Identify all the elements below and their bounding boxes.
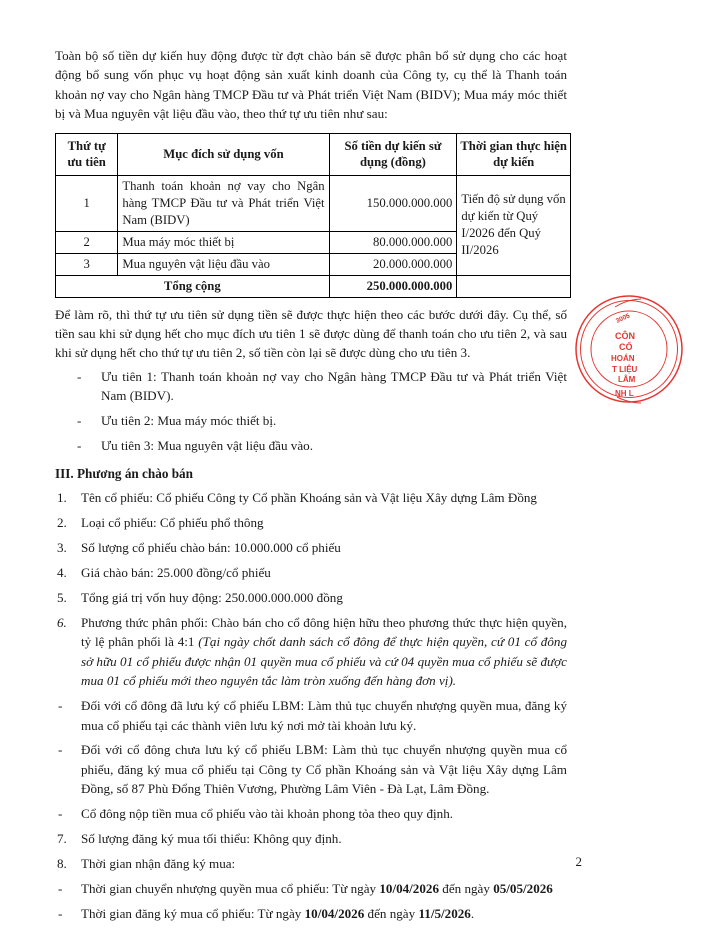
period-middle: đến ngày: [364, 905, 419, 921]
table-total-row: [56, 275, 571, 297]
table-row: [56, 175, 571, 231]
cell-purpose: Mua nguyên vật liệu đầu vào: [118, 253, 329, 275]
dash-marker: -: [58, 698, 63, 714]
dash-marker: -: [58, 880, 63, 896]
list-item-subscription-period: [55, 904, 567, 923]
dash-marker: -: [58, 905, 63, 921]
period-suffix: .: [470, 905, 475, 921]
item6-italic-note: (Tại ngày chốt danh sách cổ đông để thực hiện quyền, cứ 01 cổ đông sở hữu 01 cổ phiếu được nhận 01 quyền mua cổ phiếu và cứ 04 quyền mua cổ phiếu sẽ được mua 01 cổ phiếu mới theo nguyên tắc làm tròn xuống đến hàng đơn vị).: [81, 634, 567, 689]
table-header-row: [56, 133, 571, 175]
svg-text:CÔN: CÔN: [615, 331, 635, 341]
cell-schedule-note: Tiến độ sử dụng vốn dự kiến từ Quý I/2026 đến Quý II/2026: [457, 175, 571, 275]
dash-marker: -: [77, 368, 82, 384]
number-marker: 5.: [57, 590, 67, 606]
cell-total-empty: [457, 275, 571, 297]
svg-text:NH L: NH L: [615, 389, 634, 398]
col-header-amount: Số tiền dự kiến sử dụng (đồng): [329, 133, 457, 175]
list-item-deposited-shareholders: [55, 696, 567, 735]
page-number: 2: [575, 854, 582, 869]
cell-amount: 20.000.000.000: [329, 253, 457, 275]
dash-marker: -: [77, 413, 82, 429]
section-heading-iii: III. Phương án chào bán: [55, 466, 193, 482]
period-date-to: 11/5/2026: [418, 905, 471, 921]
list-item-text: Đối với cổ đông chưa lưu ký cổ phiếu LBM: Làm thủ tục chuyển nhượng quyền mua cổ phiếu, đăng ký mua cổ phiếu tại Công ty Cổ phần Khoáng sản và Vật liệu Xây dựng Lâm Đồng, số 87 Phù Đổng Thiên Vương, Phường Lâm Viên - Đà Lạt, Lâm Đồng.: [81, 742, 567, 797]
intro-paragraph: Toàn bộ số tiền dự kiến huy động được từ đợt chào bán sẽ được phân bổ sử dụng cho các hoạt động bổ sung vốn phục vụ hoạt động sản xuất kinh doanh của Công ty, cụ thể là Thanh toán khoản nợ vay cho Ngân hàng TMCP Đầu tư và Phát triển Việt Nam (BIDV); Mua máy móc thiết bị và Mua nguyên vật liệu đầu vào, theo thứ tự ưu tiên như sau:: [55, 48, 567, 122]
cell-priority-index: 2: [56, 231, 118, 253]
list-item-6: [55, 613, 567, 691]
period-prefix: Thời gian chuyển nhượng quyền mua cổ phiếu: Từ ngày: [81, 880, 380, 896]
list-item-text: Cổ đông nộp tiền mua cổ phiếu vào tài khoản phong tỏa theo quy định.: [81, 806, 454, 822]
number-marker: 2.: [57, 515, 67, 531]
number-marker: 7.: [57, 831, 67, 847]
number-marker: 3.: [57, 540, 67, 556]
list-item-text: Số lượng đăng ký mua tối thiểu: Không quy định.: [81, 831, 342, 847]
cell-amount: 80.000.000.000: [329, 231, 457, 253]
list-item-text: Đối với cổ đông đã lưu ký cổ phiếu LBM: Làm thủ tục chuyển nhượng quyền mua, đăng ký mua cổ phiếu tại các thành viên lưu ký nơi mở tài khoản lưu ký.: [81, 698, 567, 733]
dash-marker: -: [58, 806, 63, 822]
col-header-priority: Thứ tự ưu tiên: [56, 133, 118, 175]
cell-purpose: Thanh toán khoản nợ vay cho Ngân hàng TMCP Đầu tư và Phát triển Việt Nam (BIDV): [118, 175, 329, 231]
list-item-text: Giá chào bán: 25.000 đồng/cổ phiếu: [81, 565, 271, 581]
cell-amount: 150.000.000.000: [329, 175, 457, 231]
period-date-from: 10/04/2026: [379, 880, 439, 896]
list-item-1: [55, 488, 567, 507]
list-item-text: Thời gian nhận đăng ký mua:: [81, 855, 236, 871]
fund-allocation-table: [55, 133, 571, 298]
list-item-7: [55, 829, 567, 848]
list-item-text: Ưu tiên 2: Mua máy móc thiết bị.: [101, 413, 277, 429]
svg-text:LÂM: LÂM: [618, 375, 636, 384]
list-item-3: [55, 538, 567, 557]
number-marker: 6.: [57, 615, 67, 630]
number-marker: 4.: [57, 565, 67, 581]
list-item-text: [81, 615, 567, 688]
list-item-priority-3: [77, 436, 567, 455]
period-prefix: Thời gian đăng ký mua cổ phiếu: Từ ngày: [81, 905, 305, 921]
svg-text:3005: 3005: [614, 312, 632, 325]
list-item-text: [81, 906, 474, 921]
list-item-rights-transfer-period: [55, 879, 567, 898]
svg-text:CỔ: CỔ: [619, 342, 633, 352]
fund-allocation-table-wrapper: [55, 133, 567, 298]
dash-marker: -: [58, 742, 63, 758]
list-item-text: Loại cổ phiếu: Cổ phiếu phổ thông: [81, 515, 264, 531]
list-item-text: Số lượng cổ phiếu chào bán: 10.000.000 cổ phiếu: [81, 540, 341, 556]
list-item-5: [55, 588, 567, 607]
page-content: [55, 46, 567, 929]
cell-purpose: Mua máy móc thiết bị: [118, 231, 329, 253]
period-date-to: 05/05/2026: [493, 880, 553, 896]
number-marker: 8.: [57, 855, 67, 871]
list-item-text: Ưu tiên 3: Mua nguyên vật liệu đầu vào.: [101, 438, 313, 454]
after-table-paragraph: Để làm rõ, thì thứ tự ưu tiên sử dụng tiền sẽ được thực hiện theo các bước dưới đây. Cụ thể, số tiền sau khi sử dụng hết cho mục đích ưu tiên 1 sẽ được dùng để thanh toán cho ưu tiên 2, và sau khi sử dụng hết cho thứ tự ưu tiên 2, số tiền còn lại sẽ được dùng cho ưu tiên 3.: [55, 306, 567, 361]
list-item-2: [55, 513, 567, 532]
svg-text:HOÁN: HOÁN: [611, 354, 635, 363]
number-marker: 1.: [57, 490, 67, 506]
col-header-schedule: Thời gian thực hiện dự kiến: [457, 133, 571, 175]
cell-total-label: Tổng cộng: [56, 275, 330, 297]
period-date-from: 10/04/2026: [304, 905, 365, 921]
cell-priority-index: 3: [56, 253, 118, 275]
list-item-priority-2: [77, 411, 567, 430]
col-header-purpose: Mục đích sử dụng vốn: [118, 133, 329, 175]
list-item-text: Tên cổ phiếu: Cổ phiếu Công ty Cổ phần Khoáng sản và Vật liệu Xây dựng Lâm Đồng: [81, 490, 537, 506]
list-item-8: [55, 854, 567, 873]
list-item-escrow-payment: [55, 804, 567, 823]
svg-text:T LIỆU: T LIỆU: [612, 365, 638, 374]
list-item-text: [81, 881, 553, 896]
list-item-text: Tổng giá trị vốn huy động: 250.000.000.000 đồng: [81, 590, 343, 606]
cell-total-amount: 250.000.000.000: [329, 275, 457, 297]
dash-marker: -: [77, 438, 82, 454]
item6-lead: Phương thức phân phối: Chào bán cho cổ đông hiện hữu theo phương thức thực hiện quyền, tỷ lệ phân phối là 4:1: [81, 615, 567, 650]
company-seal-stamp: [611, 293, 723, 405]
period-middle: đến ngày: [439, 880, 494, 896]
list-item-undeposited-shareholders: [55, 740, 567, 798]
list-item-4: [55, 563, 567, 582]
list-item-text: Ưu tiên 1: Thanh toán khoản nợ vay cho Ngân hàng TMCP Đầu tư và Phát triển Việt Nam (BIDV).: [101, 368, 567, 404]
list-item-priority-1: [77, 367, 567, 406]
cell-priority-index: 1: [56, 175, 118, 231]
